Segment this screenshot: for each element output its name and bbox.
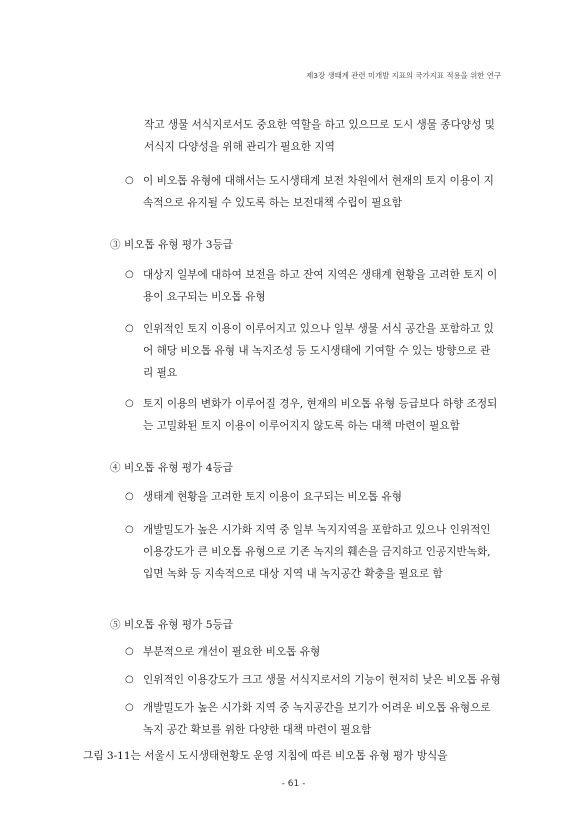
bullet-marker: ○ — [125, 175, 134, 186]
bullet-line: 이 비오톱 유형에 대해서는 도시생태계 보전 차원에서 현재의 토지 이용이 지 — [143, 175, 494, 187]
paragraph-line: 작고 생물 서식지로서도 중요한 역할을 하고 있으므로 도시 생물 종다양성 및 — [144, 119, 495, 131]
bullet-line: 생태계 현황을 고려한 토지 이용이 요구되는 비오톱 유형 — [143, 491, 402, 503]
page-number: - 61 - — [281, 779, 306, 789]
bullet-marker: ○ — [125, 398, 134, 409]
bullet-line: 어 해당 비오톱 유형 내 녹지조성 등 도시생태에 기여할 수 있는 방향으로 관 — [143, 345, 491, 357]
bullet-marker: ○ — [125, 702, 134, 713]
bullet-line: 대상지 일부에 대하여 보전을 하고 잔여 지역은 생태계 현황을 고려한 토지 이 — [143, 269, 498, 281]
bullet-line: 개발밀도가 높은 시가화 지역 중 녹지공간을 보기가 어려운 비오톱 유형으로 — [143, 702, 491, 714]
bullet-line: 부분적으로 개선이 필요한 비오톱 유형 — [143, 646, 321, 658]
bullet-marker: ○ — [125, 674, 134, 685]
section-heading-grade-3: ③ 비오톱 유형 평가 3등급 — [110, 239, 233, 251]
bullet-marker: ○ — [125, 323, 134, 334]
section-heading-grade-5: ⑤ 비오톱 유형 평가 5등급 — [110, 619, 233, 631]
bullet-line: 토지 이용의 변화가 이루어질 경우, 현재의 비오톱 유형 등급보다 하향 조정되 — [143, 398, 498, 410]
bullet-marker: ○ — [125, 491, 134, 502]
running-header: 제3장 생태계 관련 미개발 지표의 국가지표 적용을 위한 연구 — [306, 71, 501, 80]
section-heading-grade-4: ④ 비오톱 유형 평가 4등급 — [110, 462, 233, 474]
bullet-marker: ○ — [125, 646, 134, 657]
bullet-line: 이용강도가 큰 비오톱 유형으로 기존 녹지의 훼손을 금지하고 인공지반녹화, — [143, 546, 491, 558]
closing-sentence: 그림 3-11는 서울시 도시생태현황도 운영 지침에 따른 비오톱 유형 평가 방식을 — [83, 750, 448, 762]
bullet-line: 리 필요 — [143, 367, 178, 379]
bullet-line: 입면 녹화 등 지속적으로 대상 지역 내 녹지공간 확충을 필요로 함 — [143, 568, 443, 580]
bullet-line: 인위적인 토지 이용이 이루어지고 있으나 일부 생물 서식 공간을 포함하고 있 — [143, 323, 494, 335]
bullet-marker: ○ — [125, 524, 134, 535]
bullet-line: 속적으로 유지될 수 있도록 하는 보전대책 수립이 필요함 — [143, 197, 402, 209]
bullet-line: 용이 요구되는 비오톱 유형 — [143, 291, 266, 303]
bullet-line: 인위적인 이용강도가 크고 생물 서식지로서의 기능이 현저히 낮은 비오톱 유형 — [143, 674, 501, 686]
bullet-line: 개발밀도가 높은 시가화 지역 중 일부 녹지지역을 포함하고 있으나 인위적인 — [143, 524, 491, 536]
bullet-marker: ○ — [125, 269, 134, 280]
bullet-line: 는 고밀화된 토지 이용이 이루어지지 않도록 하는 대책 마련이 필요함 — [143, 420, 460, 432]
bullet-line: 녹지 공간 확보를 위한 다양한 대책 마련이 필요함 — [143, 724, 372, 736]
paragraph-line: 서식지 다양성을 위해 관리가 필요한 지역 — [144, 141, 335, 153]
